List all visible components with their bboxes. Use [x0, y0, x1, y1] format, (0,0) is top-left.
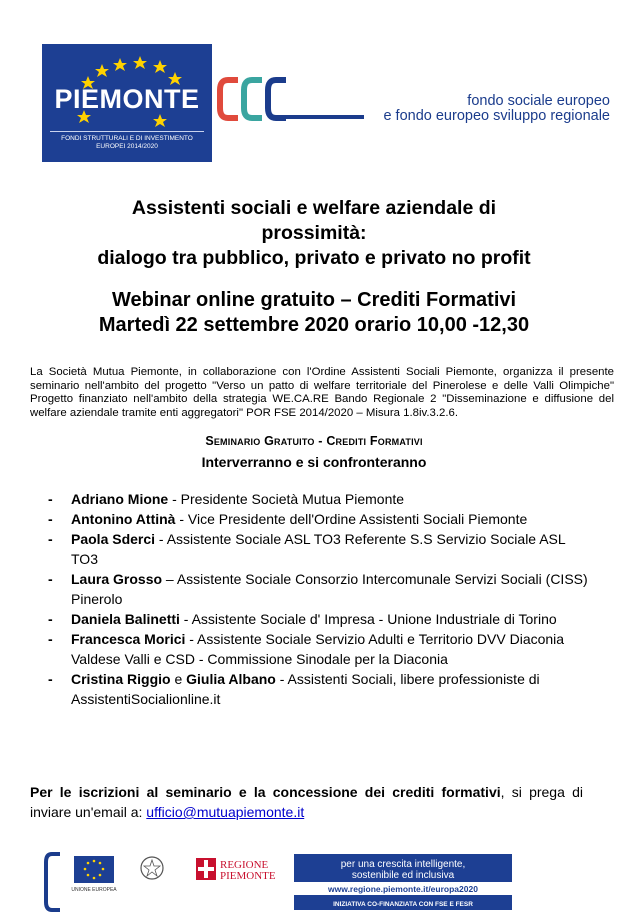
piemonte-logo-caption-2: EUROPEI 2014/2020	[96, 143, 158, 150]
speaker-role: - Assistente Sociale ASL TO3 Referente S.S Servizio Sociale ASL TO3	[71, 531, 566, 567]
intro-paragraph: La Società Mutua Piemonte, in collaborazione con l'Ordine Assistenti Sociali Piemonte, organizza il presente seminario nell'ambito del progetto "Verso un patto di welfare territoriale del Pinerolese e delle Valli Olimpiche" Progetto finanziato nell'ambito della strategia WE.CA.RE Bando Regionale 2 "Disseminazione e diffusione del welfare aziendale tramite enti aggregatori" POR FSE 2014/2020 – Misura 1.8iv.3.2.6.	[30, 366, 614, 419]
registration-bold: Per le iscrizioni al seminario e la concessione dei crediti formativi	[30, 784, 501, 800]
speaker-name: Cristina Riggio	[71, 671, 171, 687]
event-title	[40, 196, 588, 271]
seminar-subheading: Interverranno e si confronteranno	[201, 454, 427, 470]
bullet-dash: -	[48, 611, 53, 627]
footer-bracket-icon	[46, 854, 60, 910]
slogan-line-2: sostenibile ed inclusiva	[351, 870, 455, 881]
speaker-name: Daniela Balinetti	[71, 611, 180, 627]
logo-divider	[50, 131, 204, 132]
bullet-dash: -	[48, 671, 53, 687]
speaker-role: - Assistente Sociale d' Impresa - Unione Industriale di Torino	[179, 611, 557, 627]
title-line-1: Assistenti sociali e welfare aziendale di	[131, 197, 497, 219]
bullet-dash: -	[48, 531, 53, 547]
speaker-item	[48, 529, 588, 569]
speaker-role: - Vice Presidente dell'Ordine Assistenti Sociali Piemonte	[175, 511, 528, 527]
regione-piemonte-shield-icon	[196, 858, 216, 880]
italian-republic-emblem-icon	[141, 857, 163, 879]
bullet-dash: -	[48, 571, 53, 587]
ccc-fse-logo-icon	[216, 74, 366, 126]
slogan-line-1: per una crescita intelligente,	[340, 859, 466, 870]
fse-line-2: e fondo europeo sviluppo regionale	[383, 108, 610, 124]
speaker-item	[48, 629, 588, 669]
fse-fesr-text	[360, 94, 610, 124]
eu-flag-icon	[74, 856, 114, 883]
bullet-dash: -	[48, 491, 53, 507]
registration-paragraph	[30, 782, 583, 822]
piemonte-logo-caption-1: FONDI STRUTTURALI E DI INVESTIMENTO	[61, 135, 193, 142]
speaker-item	[48, 509, 588, 529]
subtitle-line-2: Martedì 22 settembre 2020 orario 10,00 -12,30	[98, 314, 530, 336]
speaker-role: - Assistenti Sociali, libere professioniste di AssistentiSocialionline.it	[71, 671, 540, 707]
piemonte-logo-word: PIEMONTE	[54, 84, 200, 114]
footer-url: www.regione.piemonte.it/europa2020	[328, 884, 478, 894]
bullet-dash: -	[48, 511, 53, 527]
eu-caption: UNIONE EUROPEA	[71, 887, 117, 893]
email-link[interactable]: ufficio@mutuapiemonte.it	[146, 804, 305, 820]
fse-line-1: fondo sociale europeo	[467, 93, 610, 109]
footer-logo-band	[44, 852, 514, 912]
subtitle-line-1: Webinar online gratuito – Crediti Formativi	[111, 289, 517, 311]
speaker-name: Laura Grosso	[71, 571, 163, 587]
speaker-name: Adriano Mione	[71, 491, 169, 507]
regione-text: REGIONE	[220, 859, 269, 871]
speaker-list	[48, 489, 588, 709]
speaker-item	[48, 609, 588, 629]
speaker-role: – Assistente Sociale Consorzio Intercomunale Servizi Sociali (CISS) Pinerolo	[71, 571, 588, 607]
event-subtitle	[40, 288, 588, 338]
cofinanced-text: INIZIATIVA CO-FINANZIATA CON FSE E FESR	[333, 901, 473, 908]
piemonte-footer-text: PIEMONTE	[220, 870, 276, 882]
bullet-dash: -	[48, 631, 53, 647]
speaker-name: Paola Sderci	[71, 531, 156, 547]
title-line-3: dialogo tra pubblico, privato e privato no profit	[97, 247, 531, 269]
speaker-role: - Assistente Sociale Servizio Adulti e Territorio DVV Diaconia Valdese Valli e CSD - Commissione Sinodale per la Diaconia	[71, 631, 565, 667]
speaker-name-2: Giulia Albano	[186, 671, 276, 687]
speaker-item	[48, 569, 588, 609]
speaker-conjunction: e	[170, 671, 187, 687]
piemonte-logo-caption	[42, 135, 212, 151]
speaker-item	[48, 489, 588, 509]
speaker-role: - Presidente Società Mutua Piemonte	[168, 491, 405, 507]
seminar-heading: Seminario Gratuito - Crediti Formativi	[205, 434, 423, 448]
piemonte-fsie-logo	[42, 44, 212, 162]
title-line-2: prossimità:	[261, 222, 367, 244]
registration-text: , si prega di inviare un'email a:	[30, 784, 583, 820]
speaker-name: Francesca Morici	[71, 631, 186, 647]
speaker-item	[48, 669, 588, 709]
speaker-name: Antonino Attinà	[71, 511, 176, 527]
